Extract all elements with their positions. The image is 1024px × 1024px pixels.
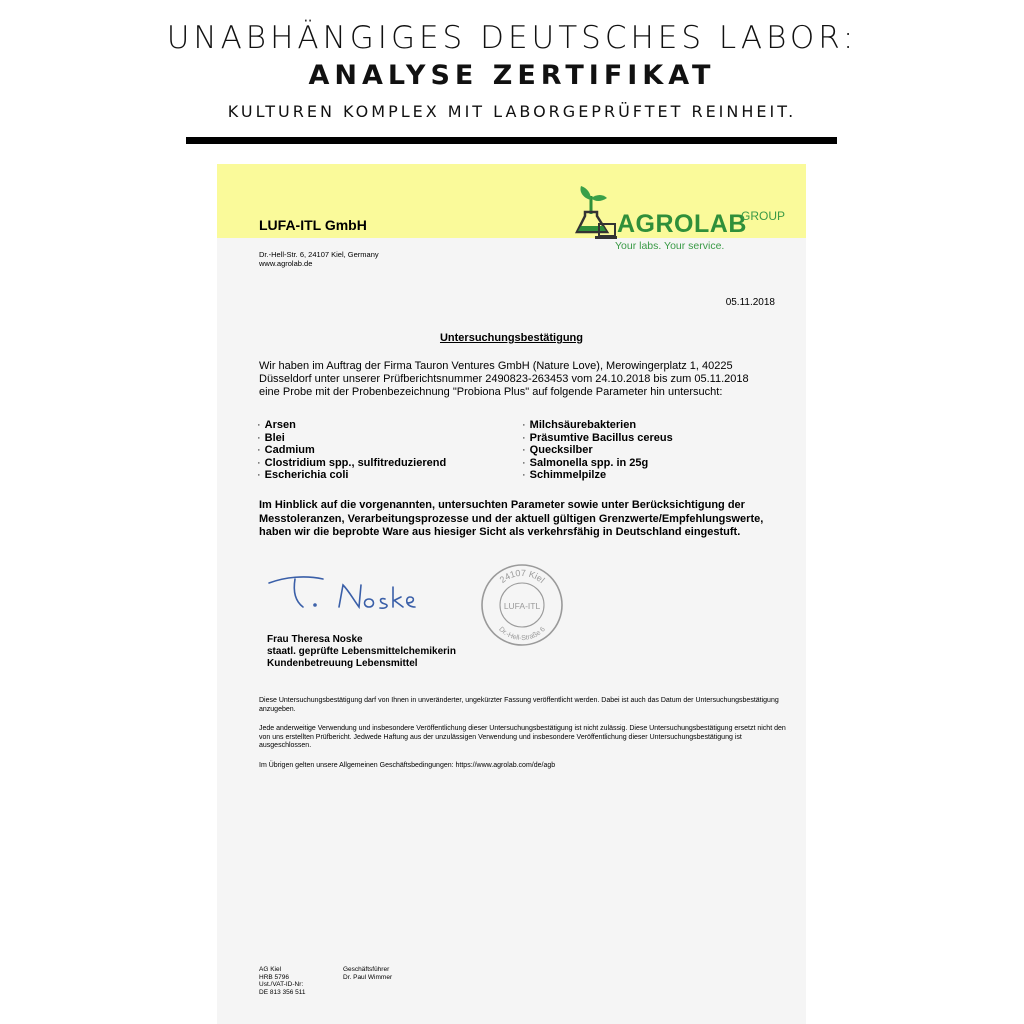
header-line-1: UNABHÄNGIGES DEUTSCHES LABOR: <box>166 20 858 56</box>
footer-line: Dr. Paul Wimmer <box>343 973 393 981</box>
official-stamp <box>479 562 565 648</box>
header-line-2: ANALYSE ZERTIFIKAT <box>308 60 716 91</box>
footer-line: DE 813 356 511 <box>259 988 306 996</box>
parameter-item: · Arsen <box>257 419 296 431</box>
logo-group: GROUP <box>741 209 786 223</box>
signer-block <box>267 634 456 669</box>
parameter-item: · Escherichia coli <box>257 469 349 481</box>
intro-line: Wir haben im Auftrag der Firma Tauron Ventures GmbH (Nature Love), Merowingerplatz 1, 40225 <box>259 360 733 372</box>
address-block <box>259 250 379 268</box>
handwritten-signature <box>265 569 425 619</box>
logo-wordmark: AGROLAB <box>617 210 747 238</box>
document-title: Untersuchungsbestätigung <box>439 332 583 344</box>
logo-tagline: Your labs. Your service. <box>615 240 725 252</box>
stamp-top-text: 24107 Kiel <box>497 567 547 586</box>
header-line-3: KULTUREN KOMPLEX MIT LABORGEPRÜFTET REINHEIT. <box>227 102 797 121</box>
footer-line: AG Kiel <box>259 966 282 973</box>
parameter-item: · Cadmium <box>257 444 315 456</box>
parameter-item: · Salmonella spp. in 25g <box>522 456 649 469</box>
conclusion-line: haben wir die beprobte Ware aus hiesiger Sicht als verkehrsfähig in Deutschland eingestuft. <box>259 526 741 538</box>
parameter-item: · Präsumtive Bacillus cereus <box>522 431 673 444</box>
agrolab-logo <box>573 184 793 254</box>
terms-note: Im Übrigen gelten unsere Allgemeinen Geschäftsbedingungen: https://www.agrolab.com/de/agb <box>259 762 556 769</box>
address-line: Dr.-Hell-Str. 6, 24107 Kiel, Germany <box>259 250 379 259</box>
parameter-item: · Schimmelpilze <box>522 469 607 481</box>
disclaimer-note-1: Diese Untersuchungsbestätigung darf von Ihnen in unveränderter, ungekürzter Fassung veröffentlicht werden. Dabei ist auch das Datum der Untersuchungsbestätigung anzugeben. <box>259 697 779 713</box>
parameter-item: · Milchsäurebakterien <box>522 419 637 431</box>
conclusion-line: Im Hinblick auf die vorgenannten, untersuchten Parameter sowie unter Berücksichtigung der <box>259 499 745 511</box>
signer-department: Kundenbetreuung Lebensmittel <box>267 657 418 669</box>
footer-line: Geschäftsführer <box>343 966 390 973</box>
stamp-center-text: LUFA-ITL <box>503 601 541 611</box>
parameter-item: · Blei <box>257 431 285 444</box>
parameter-column-right <box>522 419 782 482</box>
parameter-item: · Quecksilber <box>522 444 593 456</box>
conclusion-paragraph <box>259 499 789 540</box>
parameter-item: · Clostridium spp., sulfitreduzierend <box>257 456 447 469</box>
parameter-column-left <box>257 419 517 482</box>
intro-paragraph <box>259 360 779 399</box>
company-name: LUFA-ITL GmbH <box>259 217 367 233</box>
stamp-bottom-text: Dr.-Hell-Straße 6 <box>497 625 547 643</box>
conclusion-line: Messtoleranzen, Verarbeitungsprozesse und der aktuell gültigen Grenzwerte/Empfehlungswerte, <box>259 512 764 525</box>
footer-management <box>343 966 392 981</box>
signer-name: Frau Theresa Noske <box>267 634 363 645</box>
header-divider <box>186 137 837 144</box>
intro-line: Düsseldorf unter unserer Prüfberichtsnummer 2490823-263453 vom 24.10.2018 bis zum 05.11.2018 <box>259 373 749 385</box>
disclaimer-note-2: Jede anderweitige Verwendung und insbesondere Veröffentlichung dieser Untersuchungsbestätigung ist nicht zulässig. Diese Untersuchungsbestätigung ersetzt nicht den von uns erstellten Prüfbericht. Jedwede Haftung aus der unzulässigen Verwendung und insbesondere Veröffentlichung dieser Untersuchungsbestätigung ist ausgeschlossen. <box>259 725 786 750</box>
footer-registry <box>259 966 306 996</box>
signer-title: staatl. geprüfte Lebensmittelchemikerin <box>267 645 456 657</box>
flask-plant-icon <box>573 184 617 240</box>
intro-line: eine Probe mit der Probenbezeichnung "Probiona Plus" auf folgende Parameter hin untersucht: <box>259 386 723 398</box>
document-date: 05.11.2018 <box>725 297 775 308</box>
website-line: www.agrolab.de <box>259 259 313 268</box>
footer-line: HRB 5796 <box>259 973 289 981</box>
footer-line: Ust./VAT-ID-Nr: <box>259 981 304 989</box>
svg-text:Dr.-Hell-Straße 6 <box>497 626 547 642</box>
certificate-document <box>217 164 806 1024</box>
